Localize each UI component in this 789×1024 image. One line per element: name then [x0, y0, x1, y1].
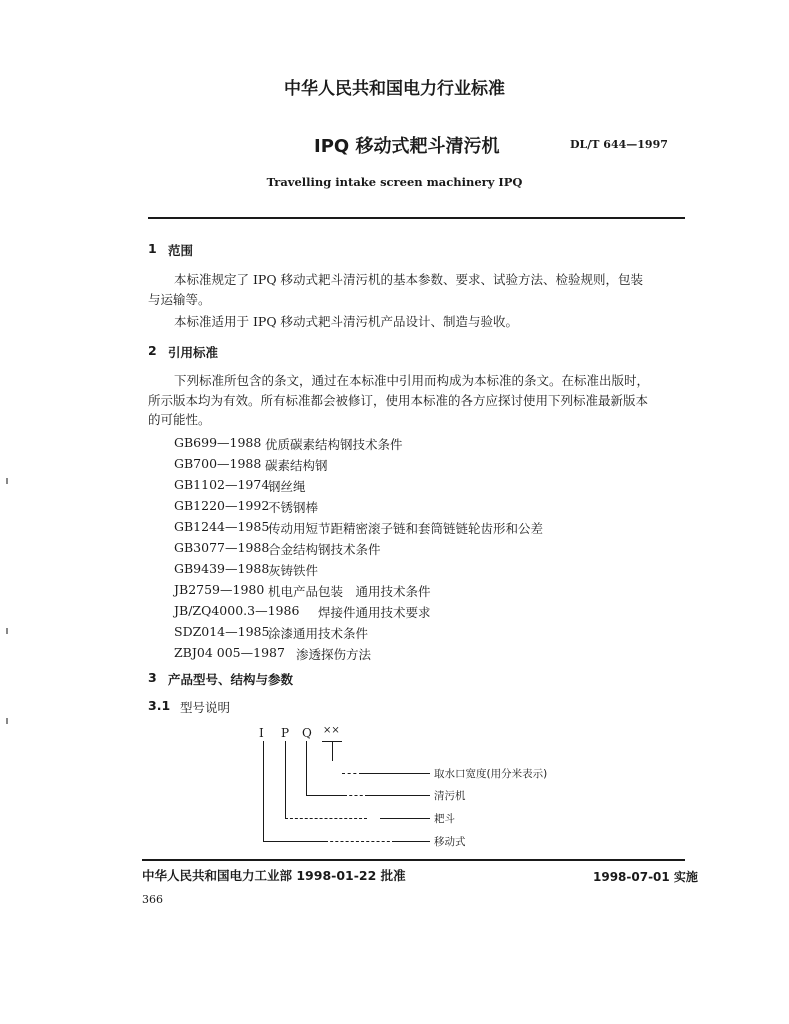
ref-title: 灰铸铁件 — [268, 563, 319, 578]
section-2-number: 2 — [148, 343, 157, 358]
diagram-letter-i: I — [259, 726, 264, 740]
diagram-connector — [306, 795, 344, 796]
header-rule — [148, 217, 685, 219]
ref-code: ZBJ04 005—1987 — [174, 645, 285, 660]
footer-rule — [142, 859, 685, 861]
ref-code: GB9439—1988 — [174, 561, 270, 576]
margin-mark — [6, 718, 8, 724]
diagram-label-cleaner: 清污机 — [434, 790, 466, 802]
section-1-para2: 本标准适用于 IPQ 移动式耙斗清污机产品设计、制造与验收。 — [174, 314, 519, 329]
section-1-heading: 范围 — [168, 243, 194, 258]
ref-title: 碳素结构钢 — [265, 458, 328, 473]
ref-title: 钢丝绳 — [268, 479, 306, 494]
diagram-connector — [285, 818, 367, 819]
ref-code: GB700—1988 — [174, 456, 262, 471]
ref-title: 优质碳素结构钢技术条件 — [265, 437, 403, 452]
section-2-heading: 引用标准 — [168, 345, 219, 360]
diagram-label-mobile: 移动式 — [434, 836, 466, 848]
ref-code: JB2759—1980 — [174, 582, 265, 597]
page-number: 366 — [142, 893, 163, 906]
diagram-label-rake: 耙斗 — [434, 813, 455, 825]
subsection-3-1-number: 3.1 — [148, 698, 171, 713]
diagram-connector — [342, 773, 362, 774]
section-3-heading: 产品型号、结构与参数 — [168, 672, 294, 687]
section-2-para-line2: 所示版本均为有效。所有标准都会被修订，使用本标准的各方应探讨使用下列标准最新版本 — [148, 393, 649, 408]
diagram-connector — [362, 773, 430, 774]
diagram-label-width: 取水口宽度(用分米表示) — [434, 768, 548, 780]
section-2-para-line3: 的可能性。 — [148, 412, 211, 427]
effective-date: 1998-07-01 实施 — [593, 870, 698, 884]
margin-mark — [6, 628, 8, 634]
ref-title: 合金结构钢技术条件 — [268, 542, 381, 557]
diagram-connector — [380, 818, 430, 819]
diagram-letter-xx: ×× — [323, 725, 340, 736]
ref-code: GB699—1988 — [174, 435, 262, 450]
diagram-connector — [395, 841, 430, 842]
english-title: Travelling intake screen machinery IPQ — [266, 175, 523, 189]
ref-code: GB1220—1992 — [174, 498, 270, 513]
ref-title: 渗透探伤方法 — [296, 647, 372, 662]
approval-statement: 中华人民共和国电力工业部 1998-01-22 批准 — [142, 868, 406, 883]
document-title: IPQ 移动式耙斗清污机 — [314, 136, 500, 157]
ref-title: 涂漆通用技术条件 — [268, 626, 369, 641]
ref-title: 焊接件通用技术要求 — [318, 605, 431, 620]
ref-code: JB/ZQ4000.3—1986 — [174, 603, 300, 618]
ref-code: GB1102—1974 — [174, 477, 270, 492]
diagram-connector — [306, 741, 307, 795]
ref-title: 机电产品包装 通用技术条件 — [268, 584, 431, 599]
ref-code: GB3077—1988 — [174, 540, 270, 555]
diagram-connector — [368, 795, 430, 796]
ref-code: GB1244—1985 — [174, 519, 270, 534]
diagram-connector — [344, 795, 368, 796]
ref-code: SDZ014—1985 — [174, 624, 270, 639]
diagram-connector — [263, 741, 264, 841]
ref-title: 不锈钢棒 — [268, 500, 319, 515]
ref-title: 传动用短节距精密滚子链和套筒链链轮齿形和公差 — [268, 521, 544, 536]
subsection-3-1-heading: 型号说明 — [180, 700, 231, 715]
diagram-letter-p: P — [281, 726, 290, 740]
diagram-connector — [332, 741, 333, 761]
section-1-para1-line2: 与运输等。 — [148, 292, 211, 307]
margin-mark — [6, 478, 8, 484]
section-1-para1-line1: 本标准规定了 IPQ 移动式耙斗清污机的基本参数、要求、试验方法、检验规则，包装 — [174, 272, 644, 287]
diagram-connector — [263, 841, 325, 842]
diagram-connector — [285, 741, 286, 818]
section-1-number: 1 — [148, 241, 157, 256]
diagram-letter-q: Q — [302, 726, 312, 740]
standard-number: DL/T 644—1997 — [570, 138, 668, 151]
diagram-connector — [325, 841, 395, 842]
section-2-para-line1: 下列标准所包含的条文，通过在本标准中引用而构成为本标准的条文。在标准出版时， — [174, 373, 650, 388]
section-3-number: 3 — [148, 670, 157, 685]
standard-authority: 中华人民共和国电力行业标准 — [284, 79, 505, 99]
